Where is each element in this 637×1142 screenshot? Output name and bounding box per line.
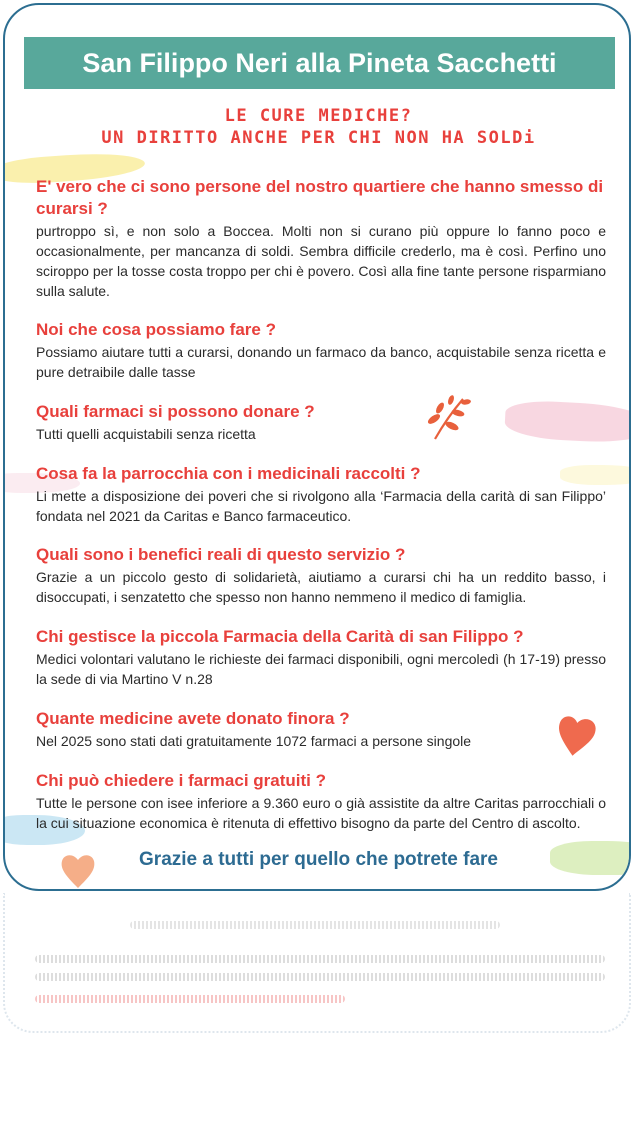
faq-question-3: Quali farmaci si possono donare ? — [36, 402, 315, 421]
subtitle-line-2: UN DIRITTO ANCHE PER CHI NON HA SOLDi — [101, 128, 536, 148]
faq-question-6: Chi gestisce la piccola Farmacia della Carità di san Filippo ? — [36, 627, 524, 646]
leaf-branch-icon — [425, 393, 471, 441]
heart-icon — [58, 850, 98, 890]
title-banner — [24, 37, 615, 89]
reflection-line — [130, 921, 500, 929]
faq-question-7: Quante medicine avete donato finora ? — [36, 709, 350, 728]
faq-answer-1: purtroppo sì, e non solo a Boccea. Molti non si curano più oppure lo fanno poco e occasionalmente, per mancanza di soldi. Sembra difficile crederlo, ma è così. Perfino uno sciroppo per la tosse costa troppo per chi è povero. Così alla fine tante persone risparmiano sulla salute. — [36, 223, 606, 299]
faq-answer-8: Tutte le persone con isee inferiore a 9.360 euro o già assistite da altre Caritas parrocchiali o la cui situazione economica è ritenuta di effettivo bisogno da parte del Centro di ascolto. — [36, 795, 606, 831]
faq-question-1: E' vero che ci sono persone del nostro quartiere che hanno smesso di curarsi ? — [36, 177, 604, 218]
faq-question-8: Chi può chiedere i farmaci gratuiti ? — [36, 771, 326, 790]
faq-question-5: Quali sono i benefici reali di questo servizio ? — [36, 545, 406, 564]
faq-question-2: Noi che cosa possiamo fare ? — [36, 320, 276, 339]
faq-answer-4: Li mette a disposizione dei poveri che si rivolgono alla ‘Farmacia della carità di san Filippo’ fondata nel 2021 da Caritas e Banco farmaceutico. — [36, 488, 606, 524]
faq-answer-6: Medici volontari valutano le richieste dei farmaci disponibili, ogni mercoledì (h 17-19) presso la sede di via Martino V n.28 — [36, 651, 606, 687]
faq-answer-5: Grazie a un piccolo gesto di solidarietà, aiutiamo a curarsi chi ha un reddito basso, i disoccupati, i senzatetto che spesso non hanno nemmeno il medico di famiglia. — [36, 569, 606, 605]
heart-icon — [556, 714, 596, 758]
faq-question-4: Cosa fa la parrocchia con i medicinali raccolti ? — [36, 464, 421, 483]
page-title: San Filippo Neri alla Pineta Sacchetti — [82, 47, 557, 78]
reflection-line — [35, 995, 345, 1003]
faq-answer-7: Nel 2025 sono stati dati gratuitamente 1072 farmaci a persone singole — [36, 733, 472, 749]
faq-answer-2: Possiamo aiutare tutti a curarsi, donando un farmaco da banco, acquistabile senza ricetta e pure detraibile dalle tasse — [36, 344, 606, 380]
reflection-line — [35, 955, 605, 963]
reflection-line — [35, 973, 605, 981]
subtitle-line-1: LE CURE MEDICHE? — [224, 106, 413, 126]
faq-answer-3: Tutti quelli acquistabili senza ricetta — [36, 426, 256, 442]
closing-message: Grazie a tutti per quello che potrete fare — [139, 849, 498, 870]
reflection-area — [3, 893, 631, 1033]
